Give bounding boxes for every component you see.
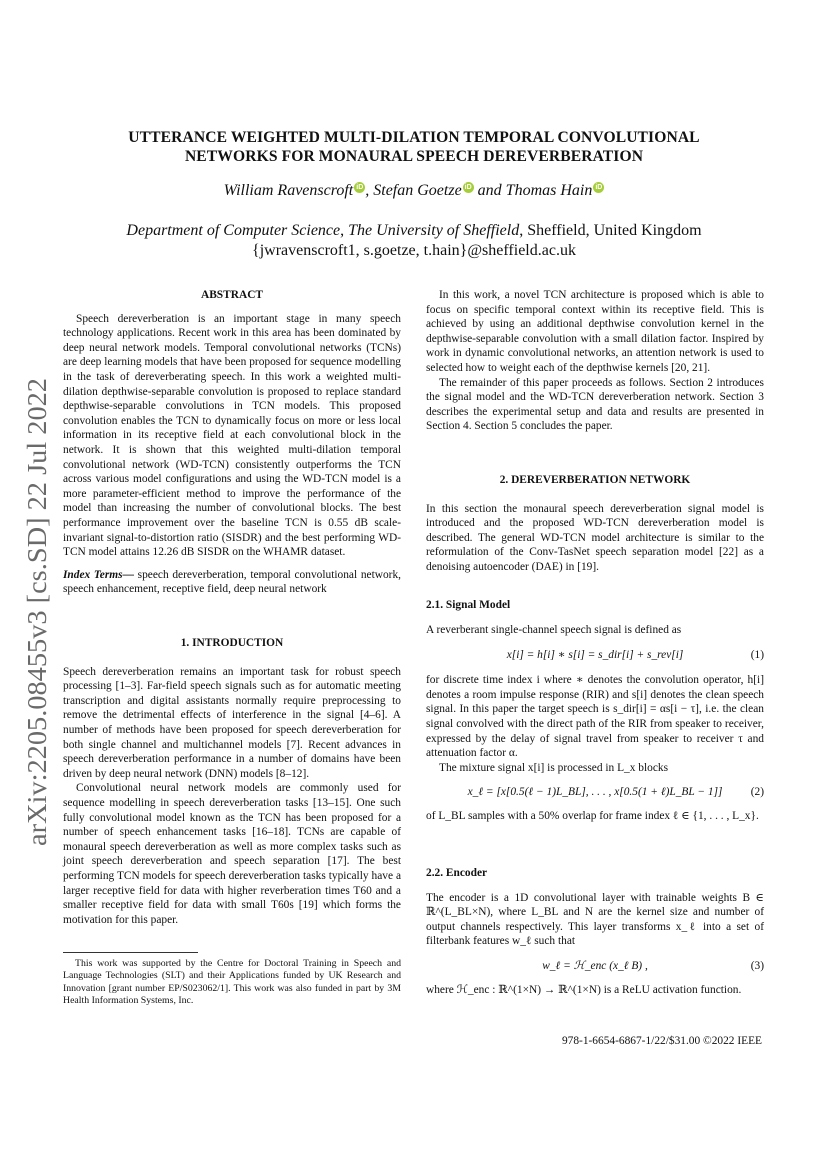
equation-1-number: (1): [750, 649, 764, 662]
signal-model-section: [426, 598, 764, 824]
intro-continued: [426, 288, 764, 434]
intro-paragraph-1: Speech dereverberation remains an important task for robust speech processing [1–3]. Far-field speech signals such as for automatic meeting transcription and digital assistants normally require preprocessing to remove the detrimental effects of interference in the signal [4–6]. A number of methods have been proposed for speech dereverberation for both single channel and multichannel models [7]. Recent advances in speech dereverberation performance in a number of domains have been driven by deep neural network (DNN) models [8–12].: [63, 665, 401, 780]
arxiv-id-text: arXiv:2205.08455v3 [cs.SD] 22 Jul 2022: [22, 400, 52, 846]
encoder-paragraph-1: The encoder is a 1D convolutional layer with trainable weights B ∈ ℝ^(L_BL×N), where L_BL and N are the kernel size and number of output channels respectively. This layer transforms x_ℓ into a set of filterbank features w_ℓ such that: [426, 891, 764, 948]
equation-2: [426, 775, 764, 809]
section-1-heading: 1. INTRODUCTION: [180, 637, 284, 649]
orcid-icon[interactable]: iD: [356, 184, 364, 191]
section-2-heading: 2. DEREVERBERATION NETWORK: [499, 474, 691, 486]
author-separator: ,: [365, 182, 374, 199]
abstract-heading: ABSTRACT: [200, 289, 264, 301]
title-line-2: NETWORKS FOR MONAURAL SPEECH DEREVERBERATION: [184, 148, 644, 165]
right-paragraph-1: In this work, a novel TCN architecture is proposed which is able to focus on specific temporal context within its receptive field. This is achieved by using an additional depthwise convolution kernel in the depthwise-separable convolution with a small dilation factor. Inspired by work in dynamic convolutional networks, an attention network is used to selected how to weight each of the depthwise kernels [20, 21].: [426, 289, 764, 374]
dereverberation-section: [426, 473, 764, 575]
signal-model-paragraph-2: for discrete time index i where ∗ denotes the convolution operator, h[i] denotes a room impulse response (RIR) and s[i] denotes the clean speech signal. In this paper the target speech is s_dir[i] = αs[i − τ], i.e. the clean signal convolved with the direct path of the RIR from speaker to receiver, expressed by the delay of signal travel from speaker to receiver τ and attenuation factor α.: [426, 674, 764, 760]
equation-3-number: (3): [750, 959, 764, 972]
equation-2-number: (2): [750, 786, 764, 799]
signal-model-paragraph-3: The mixture signal x[i] is processed in L_x blocks: [439, 761, 669, 774]
signal-model-paragraph-4: of L_BL samples with a 50% overlap for frame index ℓ ∈ {1, . . . , L_x}.: [426, 810, 759, 823]
equation-1-body: x[i] = h[i] ∗ s[i] = s_dir[i] + s_rev[i]: [506, 649, 684, 662]
author-2: Stefan Goetze: [373, 182, 462, 199]
subsection-2-1-heading: 2.1. Signal Model: [426, 599, 511, 611]
arxiv-identifier: [20, 376, 54, 846]
paper-title: [80, 128, 748, 166]
subsection-2-2-heading: 2.2. Encoder: [426, 867, 488, 879]
equation-1: [426, 637, 764, 673]
orcid-icon[interactable]: iD: [464, 184, 472, 191]
index-terms-text: speech dereverberation, temporal convolutional network, speech enhancement, receptive field, deep neural network: [63, 568, 401, 596]
copyright-notice: 978-1-6654-6867-1/22/$31.00 ©2022 IEEE: [561, 1035, 762, 1047]
index-terms-label: Index Terms—: [63, 568, 134, 581]
department: Department of Computer Science: [126, 222, 341, 239]
author-list: [80, 182, 748, 200]
location: , Sheffield, United Kingdom: [519, 222, 702, 239]
equation-2-body: x_ℓ = [x[0.5(ℓ − 1)L_BL], . . . , x[0.5(1 + ℓ)L_BL − 1]]: [467, 786, 723, 799]
abstract-section: [63, 288, 401, 597]
author-3: Thomas Hain: [505, 182, 593, 199]
right-paragraph-2: The remainder of this paper proceeds as follows. Section 2 introduces the signal model and the WD-TCN dereverberation network. Section 3 describes the experimental setup and data and results are presented in Section 4. Section 5 concludes the paper.: [426, 376, 764, 433]
signal-model-intro: A reverberant single-channel speech signal is defined as: [426, 623, 682, 636]
section-2-paragraph: In this section the monaural speech dereverberation signal model is introduced and the proposed WD-TCN dereverberation model is described. The general WD-TCN model architecture is similar to the reformulation of the Conv-TasNet speech separation model [22] as a denoising autoencoder (DAE) in [19].: [426, 502, 764, 573]
author-1: William Ravenscroft: [223, 182, 354, 199]
encoder-paragraph-2: where ℋ_enc : ℝ^(1×N) → ℝ^(1×N) is a ReLU activation function.: [426, 983, 742, 996]
abstract-text: Speech dereverberation is an important stage in many speech technology applications. Recent work in this area has been dominated by deep neural network models. Temporal convolutional networks (TCNs) are deep learning models that have been proposed for sequence modelling in the task of dereverberating speech. In this work a weighted multi-dilation depthwise-separable convolution is proposed to replace standard depthwise-separable convolutions in TCN models. This proposed convolution enables the TCN to dynamically focus on more or less local information in its receptive field at each convolutional block in the network. It is shown that this weighted multi-dilation temporal convolutional network (WD-TCN) consistently outperforms the TCN across various model configurations and using the WD-TCN model is a more parameter-efficient method to improve the performance of the model than increasing the number of convolutional blocks. The best performance improvement over the baseline TCN is 0.55 dB scale-invariant signal-to-distortion ratio (SISDR) and the best performing WD-TCN model attains 12.26 dB SISDR on the WHAMR dataset.: [63, 312, 401, 559]
equation-3-body: w_ℓ = ℋ_enc (x_ℓ B) ,: [542, 959, 648, 972]
footnote: This work was supported by the Centre for Doctoral Training in Speech and Language Technologies (SLT) and their Applications funded by UK Research and Innovation [grant number EP/S023062/1]. This work was also funded in part by 3M Health Information Systems, Inc.: [63, 958, 401, 1007]
orcid-icon[interactable]: iD: [595, 184, 603, 191]
introduction-section: [63, 636, 401, 927]
title-line-1: UTTERANCE WEIGHTED MULTI-DILATION TEMPORAL CONVOLUTIONAL: [128, 129, 700, 146]
author-emails: {jwravenscroft1, s.goetze, t.hain}@sheffield.ac.uk: [252, 242, 576, 259]
intro-paragraph-2: Convolutional neural network models are commonly used for sequence modelling in speech dereverberation tasks [13–15]. One such fully convolutional model known as the TCN has been proposed for a number of speech enhancement tasks [16–18]. TCNs are capable of monaural speech dereverberation as well as more complex tasks such as joint speech dereverberation and speech separation [17]. The best performing TCN models for speech dereverberation tasks typically have a larger receptive field for data with higher reverberation times T60 and a smaller receptive field for data with small T60s [19] which forms the motivation for this paper.: [63, 782, 401, 926]
footnote-rule: [63, 952, 198, 953]
author-separator: and: [473, 182, 506, 199]
encoder-section: [426, 866, 764, 998]
affiliation: Department of Computer Science, The University of Sheffield, Sheffield, United Kingdom {jwravenscroft1, s.goetze, t.hain}@sheffield.ac.uk: [80, 221, 748, 261]
equation-3: [426, 949, 764, 983]
index-terms: [63, 568, 401, 597]
university: The University of Sheffield: [348, 222, 520, 239]
